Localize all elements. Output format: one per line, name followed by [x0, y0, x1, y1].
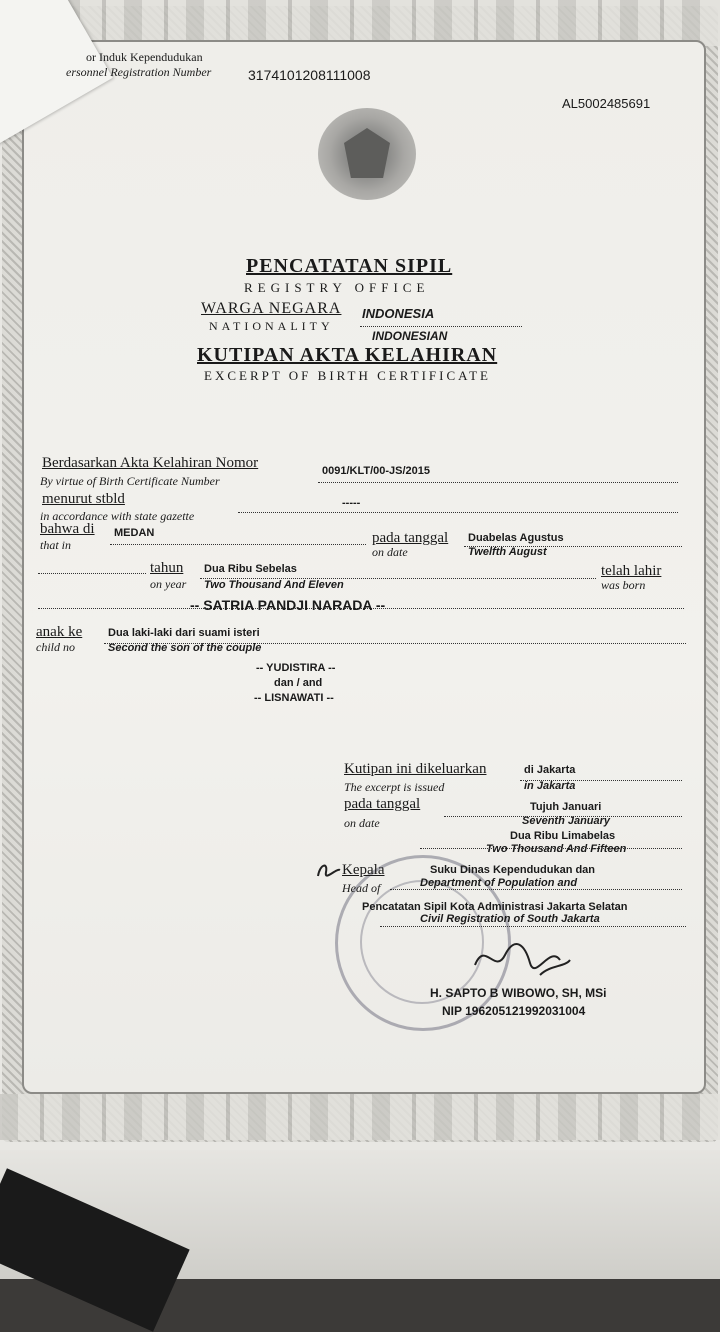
year-label-en: on year: [150, 577, 187, 591]
official-name: H. SAPTO B WIBOWO, SH, MSi: [430, 986, 607, 1000]
nationality-label-en: NATIONALITY: [209, 319, 334, 333]
date-value-en: Twelfth August: [468, 546, 547, 558]
office-title-en: REGISTRY OFFICE: [244, 280, 430, 295]
date-label-en: on date: [372, 545, 408, 559]
office-name: Pencatatan Sipil Kota Administrasi Jakarta Selatan: [362, 901, 628, 913]
cert-no-value: 0091/KLT/00-JS/2015: [322, 465, 431, 477]
nationality-value-en: INDONESIAN: [372, 329, 448, 343]
stbld-label: menurut stbld: [42, 491, 125, 507]
department: Suku Dinas Kependudukan dan: [430, 864, 596, 876]
year-value-en: Two Thousand And Eleven: [204, 579, 344, 591]
date-label: pada tanggal: [372, 530, 449, 546]
official-nip: NIP 196205121992031004: [442, 1004, 586, 1018]
born-label-en: was born: [601, 578, 646, 592]
head-label: Kepala: [342, 862, 385, 878]
serial-number: AL5002485691: [562, 96, 651, 111]
garuda-emblem: [318, 108, 416, 200]
child-no-value-en: Second the son of the couple: [108, 642, 262, 654]
stbld-label-en: in accordance with state gazette: [40, 509, 195, 523]
department-en: Department of Population and: [420, 877, 578, 889]
issue-date-2: Dua Ribu Limabelas: [510, 830, 616, 842]
year-value: Dua Ribu Sebelas: [204, 563, 297, 575]
office-name-en: Civil Registration of South Jakarta: [420, 913, 600, 925]
and-text: dan / and: [274, 677, 323, 689]
child-no-label-en: child no: [36, 640, 75, 654]
place-value: MEDAN: [114, 527, 155, 539]
place-label: bahwa di: [40, 521, 95, 537]
stbld-value: -----: [342, 497, 361, 509]
issue-date-2-en: Two Thousand And Fifteen: [486, 843, 627, 855]
cert-no-label: Berdasarkan Akta Kelahiran Nomor: [42, 455, 259, 471]
born-label: telah lahir: [601, 563, 662, 579]
signature: [470, 935, 580, 980]
issued-value: di Jakarta: [524, 764, 576, 776]
nationality-label: WARGA NEGARA: [201, 300, 342, 317]
issued-label-en: The excerpt is issued: [344, 780, 445, 794]
document-title-en: EXCERPT OF BIRTH CERTIFICATE: [204, 368, 491, 383]
issue-date-label-en: on date: [344, 816, 380, 830]
issued-label: Kutipan ini dikeluarkan: [344, 761, 487, 777]
nik-label: or Induk Kependudukan: [86, 50, 203, 64]
year-label: tahun: [150, 560, 184, 576]
cert-no-label-en: By virtue of Birth Certificate Number: [40, 474, 220, 488]
issue-date-1-en: Seventh January: [522, 815, 611, 827]
head-label-en: Head of: [342, 881, 381, 895]
office-title: PENCATATAN SIPIL: [246, 255, 453, 277]
nationality-value: INDONESIA: [362, 306, 435, 321]
emblem-shield-icon: [344, 128, 390, 178]
issue-date-1: Tujuh Januari: [530, 801, 602, 813]
nik-value: 3174101208111008: [248, 67, 371, 83]
document-title: KUTIPAN AKTA KELAHIRAN: [197, 344, 498, 366]
issued-value-en: in Jakarta: [524, 780, 576, 792]
father-name: -- YUDISTIRA --: [256, 662, 336, 674]
child-no-label: anak ke: [36, 624, 83, 640]
nik-label-en: ersonnel Registration Number: [66, 65, 212, 79]
date-value: Duabelas Agustus: [468, 532, 564, 544]
decorative-strip-bottom: [0, 1094, 720, 1140]
pen-mark: [314, 858, 342, 880]
issue-date-label: pada tanggal: [344, 796, 421, 812]
child-no-value: Dua laki-laki dari suami isteri: [108, 627, 260, 639]
mother-name: -- LISNAWATI --: [254, 692, 334, 704]
place-label-en: that in: [40, 538, 72, 552]
child-name: -- SATRIA PANDJI NARADA --: [190, 597, 386, 613]
